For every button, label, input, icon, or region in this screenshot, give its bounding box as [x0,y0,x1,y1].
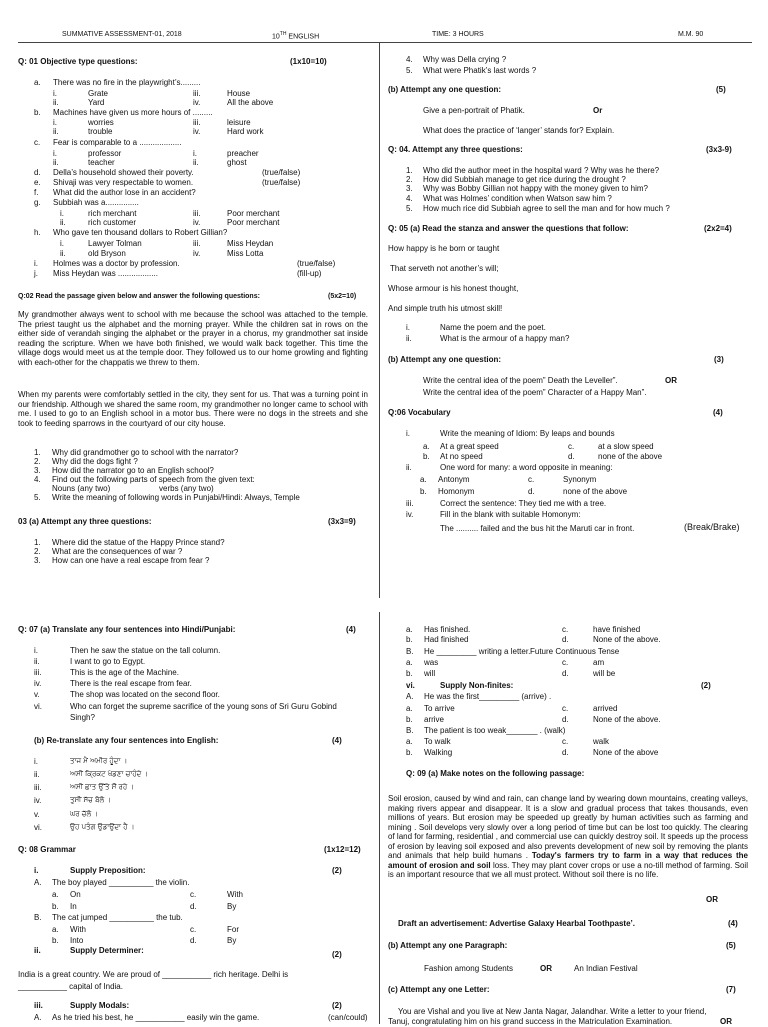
q9-passage-part1: Soil erosion, caused by wind and rain, can change land by wearing down mountains, creating valleys, making rivers appear and disappear. It is a slow and gradual process that takes thousands, even millions of years. But erosion may be speeded up greatly by human activities such as farming and mining . Soil develops very slowly over a long period of time but can be lost too quickly. The clearing of land for farming, residential , and commercial use can quickly destroy soil. It speeds up the process of erosion by leaving soil exposed and also prevents development of new soil by removing the plants and animals that help build humans . [388,794,748,860]
opt-num: ii. [60,218,66,227]
q7-sentence-6b: Singh? [70,713,95,722]
q8-title: Q: 08 Grammar [18,845,76,854]
q-num: A. [34,878,42,887]
q8-A-opt-a: On [70,890,81,899]
q8-vi-B-opt-b: Walking [424,748,453,757]
tense-B-name: Future Continuous Tense [530,647,620,656]
q1-a-text: There was no fire in the playwright’s......... [53,78,201,87]
q-num: 1. [406,166,413,175]
q-num: c. [190,925,197,934]
q2-marks: (5x2=10) [328,293,357,300]
q8-ii-text-1: India is a great country. We are proud of ___________ rich heritage. Delhi is [18,970,289,979]
q8-iii-title: Supply Modals: [70,1001,130,1010]
q1-a-opt3: House [227,89,251,98]
q-num: c. [190,890,197,899]
q1-a-opt1: Grate [88,89,109,98]
page-2 [0,612,768,1024]
q4-question-2: How did Subbiah manage to get rice during the drought ? [423,175,626,184]
opt-num: ii. [53,158,59,167]
q3b-or: Or [593,106,603,115]
q1-a-opt4: All the above [227,98,274,107]
q-num: d. [190,902,197,911]
opt-num: iv. [193,218,201,227]
q1-i: i. [34,259,38,268]
q8-marks: (1x12=12) [324,845,361,854]
q-num: 3. [406,184,413,193]
opt-num: ii. [60,249,66,258]
q1-c-opt1: professor [88,149,122,158]
q-num: i. [34,866,39,875]
q6-ii-opt-c: Synonym [563,475,597,484]
q5-marks: (2x2=4) [704,224,732,233]
q-num: ii. [34,770,40,779]
q9b-option-2: An Indian Festival [574,964,638,973]
q8-B-opt-b: Into [70,936,84,945]
q8-vi-title: Supply Non-finites: [440,681,514,690]
q-num: b. [423,452,430,461]
q7-sentence-1: Then he saw the statue on the tall column. [70,646,221,655]
q1-h-opt4: Miss Lotta [227,249,264,258]
q8-ii-marks: (2) [332,950,342,959]
q-num: b. [52,936,59,945]
q-num: iv. [34,796,42,805]
q7-sentence-4: There is the real escape from fear. [70,679,192,688]
q1-d: d. [34,168,41,177]
q1-b-opt2: trouble [88,127,113,136]
q8-vi-B-opt-a: To walk [424,737,451,746]
column-divider [379,43,380,598]
q3-question-1: Where did the statue of the Happy Prince stand? [52,538,225,547]
q4-question-3: Why was Bobby Gillian not happy with the money given to him? [423,184,649,193]
q1-g-opt2: rich customer [88,218,137,227]
q3-question-5: What were Phatik’s last words ? [423,66,537,75]
q2-question-4b: verbs (any two) [159,484,214,493]
q1-d-tag: (true/false) [262,168,301,177]
q2-question-4a: Nouns (any two) [52,484,111,493]
q-num: b. [406,635,413,644]
q1-d-text: Della’s household showed their poverty. [53,168,194,177]
q-num: a. [406,704,413,713]
opt-num: ii. [193,158,199,167]
q6-iv-sentence: The .......... failed and the bus hit the Maruti car in front. [440,524,635,533]
q5-title: Q: 05 (a) Read the stanza and answer the questions that follow: [388,224,629,233]
q-num: b. [406,669,413,678]
opt-num: iii. [193,209,201,218]
q1-b-opt3: leisure [227,118,251,127]
opt-num: ii. [53,127,59,136]
q3-num: 2. [34,547,41,556]
q8-ii-text-2: ___________ capital of India. [18,982,123,991]
opt-num: i. [60,239,64,248]
q2-num: 1. [34,448,41,457]
q1-g-opt4: Poor merchant [227,218,280,227]
q-num: B. [406,726,414,735]
q1-b-opt1: worries [88,118,114,127]
q1-a: a. [34,78,41,87]
q6-ii-text: One word for many: a word opposite in meaning: [440,463,613,472]
q9c-option-2: Tanuj, congratulating him on his grand success in the Matriculation Examination. [388,1017,673,1026]
q1-b-opt4: Hard work [227,127,264,136]
q-num: a. [423,442,430,451]
opt-num: ii. [53,98,59,107]
q7-sentence-2: I want to go to Egypt. [70,657,146,666]
q6-i-opt-d: none of the above [598,452,663,461]
tense-B: He _________ writing a letter. [424,647,531,656]
q-num: c. [528,475,535,484]
q3b-option-2: What does the practice of ‘langer’ stands for? Explain. [423,126,615,135]
q6-marks: (4) [713,408,723,417]
q3-num: 3. [34,556,41,565]
q-num: vi. [34,702,42,711]
q1-marks: (1x10=10) [290,57,327,66]
q8-i-B: The cat jumped __________ the tub. [52,913,183,922]
q-num: B. [406,647,414,656]
q3-question-2: What are the consequences of war ? [52,547,183,556]
q6-i-opt-b: At no speed [440,452,483,461]
q8-iii-marks: (2) [332,1001,342,1010]
q5b-option-1: Write the central idea of the poem” Death the Leveller”. [423,376,618,385]
q9c-title: (c) Attempt any one Letter: [388,985,490,994]
tense-A-opt-c: have finished [593,625,641,634]
q3-title: 03 (a) Attempt any three questions: [18,517,152,526]
q1-c: c. [34,138,41,147]
q8-ii-title: Supply Determiner: [70,946,144,955]
q8-vi-A-opt-c: arrived [593,704,618,713]
stanza-line-2: That serveth not another’s will; [390,264,499,273]
q1-j-text: Miss Heydan was .................. [53,269,158,278]
tense-B-opt-d: will be [593,669,616,678]
punjabi-sentence-3: ਅਸੀਂ ਛਾਤ ਉੱਤੇ ਸੌਂ ਰਹੇ । [70,783,135,791]
q5b-marks: (3) [714,355,724,364]
q9-or: OR [706,895,718,904]
tense-B-opt-a: was [424,658,439,667]
q-num: c. [562,704,569,713]
time-label: TIME: 3 HOURS [432,31,484,38]
q-num: d. [562,715,569,724]
q5b-title: (b) Attempt any one question: [388,355,502,364]
q-num: ii. [406,334,412,343]
q8-B-opt-a: With [70,925,86,934]
q-num: 4. [406,194,413,203]
q3b-title: (b) Attempt any one question: [388,85,502,94]
q-num: iii. [34,783,42,792]
q-num: vi. [406,681,415,690]
q-num: 2. [406,175,413,184]
q6-iii-text: Correct the sentence: They tied me with a tree. [440,499,607,508]
q8-A-opt-c: With [227,890,243,899]
q-num: iv. [34,679,42,688]
q1-i-text: Holmes was a doctor by profession. [53,259,180,268]
q2-num: 2. [34,457,41,466]
q5-question-ii: What is the armour of a happy man? [440,334,570,343]
max-marks-label: M.M. 90 [678,31,704,38]
opt-num: iv. [193,127,201,136]
q-num: i. [406,429,410,438]
q1-e-text: Shivaji was very respectable to women. [53,178,194,187]
q6-ii-opt-d: none of the above [563,487,628,496]
q1-f-text: What did the author lose in an accident? [53,188,196,197]
q8-vi-B: The patient is too weak_______ . (walk) [424,726,566,735]
q-num: d. [190,936,197,945]
q-num: a. [406,625,413,634]
opt-num: iii. [193,118,201,127]
punjabi-sentence-6: ਉਹ ਪਤੰਗ ਉਡਾਉਂਦਾ ਹੈ । [70,823,135,831]
q7-title: Q: 07 (a) Translate any four sentences into Hindi/Punjabi: [18,625,236,634]
class-label: 10TH ENGLISH [272,31,320,41]
q-num: b. [406,748,413,757]
q1-h: h. [34,228,41,237]
q2-question-1: Why did grandmother go to school with the narrator? [52,448,239,457]
q1-c-opt3: preacher [227,149,259,158]
q1-g: g. [34,198,41,207]
q-num: a. [406,737,413,746]
q3-question-3: How can one have a real escape from fear ? [52,556,210,565]
q-num: iii. [34,1001,43,1010]
q8-vi-A-opt-b: arrive [424,715,445,724]
q8-vi-A-opt-d: None of the above. [593,715,661,724]
q6-title: Q:06 Vocabulary [388,408,451,417]
q-num: b. [406,715,413,724]
q-num: d. [562,669,569,678]
q-num: iii. [34,668,42,677]
advertisement-task: Draft an advertisement: Advertise Galaxy Hearbal Toothpaste’. [398,919,635,928]
q8-iii-A: As he tried his best, he ___________ easily win the game. [52,1013,260,1022]
header-rule [18,42,752,43]
opt-num: i. [53,118,57,127]
q4-question-1: Who did the author meet in the hospital ward ? Why was he there? [423,166,660,175]
q-num: B. [34,913,42,922]
punjabi-sentence-2: ਅਸੀਂ ਕਿ੍ਰਕਟ ਖੇਡਣਾ ਚਾਹੰਦੇ । [70,770,149,778]
opt-num: iii. [193,239,201,248]
punjabi-sentence-5: ਘਰ ਚੱਲੋ । [70,810,99,818]
q1-h-opt2: old Bryson [88,249,126,258]
stanza-line-1: How happy is he born or taught [388,244,500,253]
q1-a-opt2: Yard [88,98,105,107]
q8-i-A: The boy played __________ the violin. [52,878,190,887]
q3-marks: (3x3=9) [328,517,356,526]
q-num: v. [34,810,40,819]
q8-A-opt-b: In [70,902,77,911]
q2-num: 4. [34,475,41,484]
q4-title: Q: 04. Attempt any three questions: [388,145,523,154]
q9b-option-1: Fashion among Students [424,964,513,973]
punjabi-sentence-4: ਤੁਸੀਂ ਸੱਚ ਬੋਲੋ । [70,796,112,804]
q1-j-tag: (fill-up) [297,269,322,278]
punjabi-sentence-1: ਤਾਜ ਮੈਂ ਅਮੀਰ ਹੂੰਦਾ । [70,757,128,765]
opt-num: iii. [193,89,201,98]
q-num: 5. [406,66,413,75]
q1-c-text: Fear is comparable to a ................... [53,138,182,147]
q9b-or: OR [540,964,552,973]
q6-iv-text: Fill in the blank with suitable Homonym: [440,510,581,519]
q9-title: Q: 09 (a) Make notes on the following passage: [406,769,585,778]
q-num: a. [406,658,413,667]
q2-passage-para1: My grandmother always went to school with me because the school was attached to the temple. The priest taught us the alphabet and the morning prayer. While the children sat in rows on the either side of verandah singing the alphabet or the prayer in a chorus, my grandmother sat inside reading the scripture. When we have both finished, we would walk back together. This time the village dogs would meet us at the temple door. They followed us to our home growling and fighting with each-other for the chappatis we threw to them. [18,310,368,367]
q9b-marks: (5) [726,941,736,950]
q-num: v. [34,690,40,699]
opt-num: i. [53,149,57,158]
q-num: ii. [34,946,41,955]
q-num: i. [34,646,38,655]
q5b-or: OR [665,376,677,385]
q-num: d. [562,748,569,757]
q-num: a. [52,925,59,934]
q8-vi-A: He was the first_________ (arrive) . [424,692,552,701]
q3-num: 1. [34,538,41,547]
q6-i-text: Write the meaning of Idiom: By leaps and bounds [440,429,615,438]
q2-question-3: How did the narrator go to an English school? [52,466,214,475]
q1-c-opt4: ghost [227,158,247,167]
q6-i-opt-c: at a slow speed [598,442,654,451]
tense-A-opt-a: Has finished. [424,625,471,634]
tense-A-opt-b: Had finished [424,635,469,644]
q-num: ii. [34,657,40,666]
q9c-option-1: You are Vishal and you live at New Janta Nagar, Jalandhar. Write a letter to your friend, [398,1007,707,1016]
q1-e-tag: (true/false) [262,178,301,187]
q-num: iv. [406,510,414,519]
q-num: i. [406,323,410,332]
q2-question-2: Why did the dogs fight ? [52,457,138,466]
q6-iv-options: (Break/Brake) [684,522,740,532]
q-num: c. [562,625,569,634]
q-num: A. [406,692,414,701]
q5-question-i: Name the poem and the poet. [440,323,546,332]
q8-vi-B-opt-c: walk [593,737,610,746]
q1-title: Q: 01 Objective type questions: [18,57,138,66]
q1-f: f. [34,188,39,197]
q2-passage-para2: When my parents were comfortably settled in the city, they sent for us. That was a turning point in our friendship. Although we shared the same room, my grandmother no longer came to school with me. I used to go to an English school in a motor bus. There were no dogs in the streets and she took to feeding sparrows in the courtyard of our city house. [18,390,368,428]
q8-vi-marks: (2) [701,681,711,690]
q1-g-opt1: rich merchant [88,209,137,218]
q9c-marks: (7) [726,985,736,994]
q2-title: Q:02 Read the passage given below and answer the following questions: [18,293,260,300]
q2-question-5: Write the meaning of following words in Punjabi/Hindi: Always, Temple [52,493,300,502]
q8-i-title: Supply Preposition: [70,866,146,875]
q-num: iii. [406,499,414,508]
q6-ii-opt-a: Antonym [438,475,470,484]
q3b-option-1: Give a pen-portrait of Phatik. [423,106,525,115]
q9-passage [388,794,748,880]
q-num: i. [34,757,38,766]
q1-h-opt1: Lawyer Tolman [88,239,142,248]
q-num: a. [420,475,427,484]
tense-B-opt-c: am [593,658,605,667]
q6-i-opt-a: At a great speed [440,442,499,451]
opt-num: i. [53,89,57,98]
q-num: c. [568,442,575,451]
q-num: 5. [406,204,413,213]
opt-num: iv. [193,98,201,107]
q7b-title: (b) Re-translate any four sentences into English: [34,736,219,745]
q8-B-opt-d: By [227,936,237,945]
q3-question-4: Why was Della crying ? [423,55,507,64]
q-num: vi. [34,823,42,832]
q4-question-4: What was Holmes’ condition when Watson saw him ? [423,194,612,203]
q1-g-opt3: Poor merchant [227,209,280,218]
assessment-title: SUMMATIVE ASSESSMENT-01, 2018 [62,31,182,38]
q-num: b. [420,487,427,496]
tense-A-opt-d: None of the above. [593,635,661,644]
q2-num: 3. [34,466,41,475]
q8-iii-options: (can/could) [328,1013,368,1022]
opt-num: i. [193,149,197,158]
q1-b-text: Machines have given us more hours of ......... [53,108,213,117]
q-num: 4. [406,55,413,64]
q9c-or: OR [720,1017,732,1026]
q6-ii-opt-b: Homonym [438,487,475,496]
advertisement-marks: (4) [728,919,738,928]
q-num: d. [562,635,569,644]
q5b-option-2: Write the central idea of the poem” Character of a Happy Man”. [423,388,647,397]
opt-num: iv. [193,249,201,258]
q1-b: b. [34,108,41,117]
stanza-line-4: And simple truth his utmost skill! [388,304,503,313]
q3b-marks: (5) [716,85,726,94]
q-num: A. [34,1013,42,1022]
opt-num: i. [60,209,64,218]
q-num: c. [562,737,569,746]
q-num: d. [528,487,535,496]
q9b-title: (b) Attempt any one Paragraph: [388,941,508,950]
q7-sentence-5: The shop was located on the second floor. [70,690,220,699]
q4-marks: (3x3-9) [706,145,732,154]
q1-g-text: Subbiah was a............... [53,198,139,207]
q1-e: e. [34,178,41,187]
q-num: d. [568,452,575,461]
q-num: b. [52,902,59,911]
q2-question-4: Find out the following parts of speech from the given text: [52,475,255,484]
q-num: ii. [406,463,412,472]
q9-passage-part3: loss. They may plant cover crops or use a no-till method of farming. Soil is an important resource that we all must protect. Without soil there is no life. [388,860,748,879]
q-num: c. [562,658,569,667]
tense-B-opt-b: will [424,669,436,678]
q1-j: j. [34,269,38,278]
column-divider [379,612,380,1024]
q4-question-5: How much rice did Subbiah agree to sell the man and for how much ? [423,204,670,213]
q-num: a. [52,890,59,899]
q2-num: 5. [34,493,41,502]
q8-B-opt-c: For [227,925,239,934]
q1-h-opt3: Miss Heydan [227,239,274,248]
q7-sentence-3: This is the age of the Machine. [70,668,179,677]
q8-A-opt-d: By [227,902,237,911]
q7b-marks: (4) [332,736,342,745]
stanza-line-3: Whose armour is his honest thought, [388,284,519,293]
q1-c-opt2: teacher [88,158,115,167]
q7-sentence-6a: Who can forget the supreme sacrifice of the young sons of Sri Guru Gobind [70,702,337,711]
q8-i-marks: (2) [332,866,342,875]
q1-h-text: Who gave ten thousand dollars to Robert Gillian? [53,228,228,237]
q1-i-tag: (true/false) [297,259,336,268]
q7-marks: (4) [346,625,356,634]
q9-passage-part2: Today's farmers try to farm in a way that reduces the amount of erosion and soil [388,851,748,870]
q8-vi-A-opt-a: To arrive [424,704,455,713]
q8-vi-B-opt-d: None of the above [593,748,659,757]
